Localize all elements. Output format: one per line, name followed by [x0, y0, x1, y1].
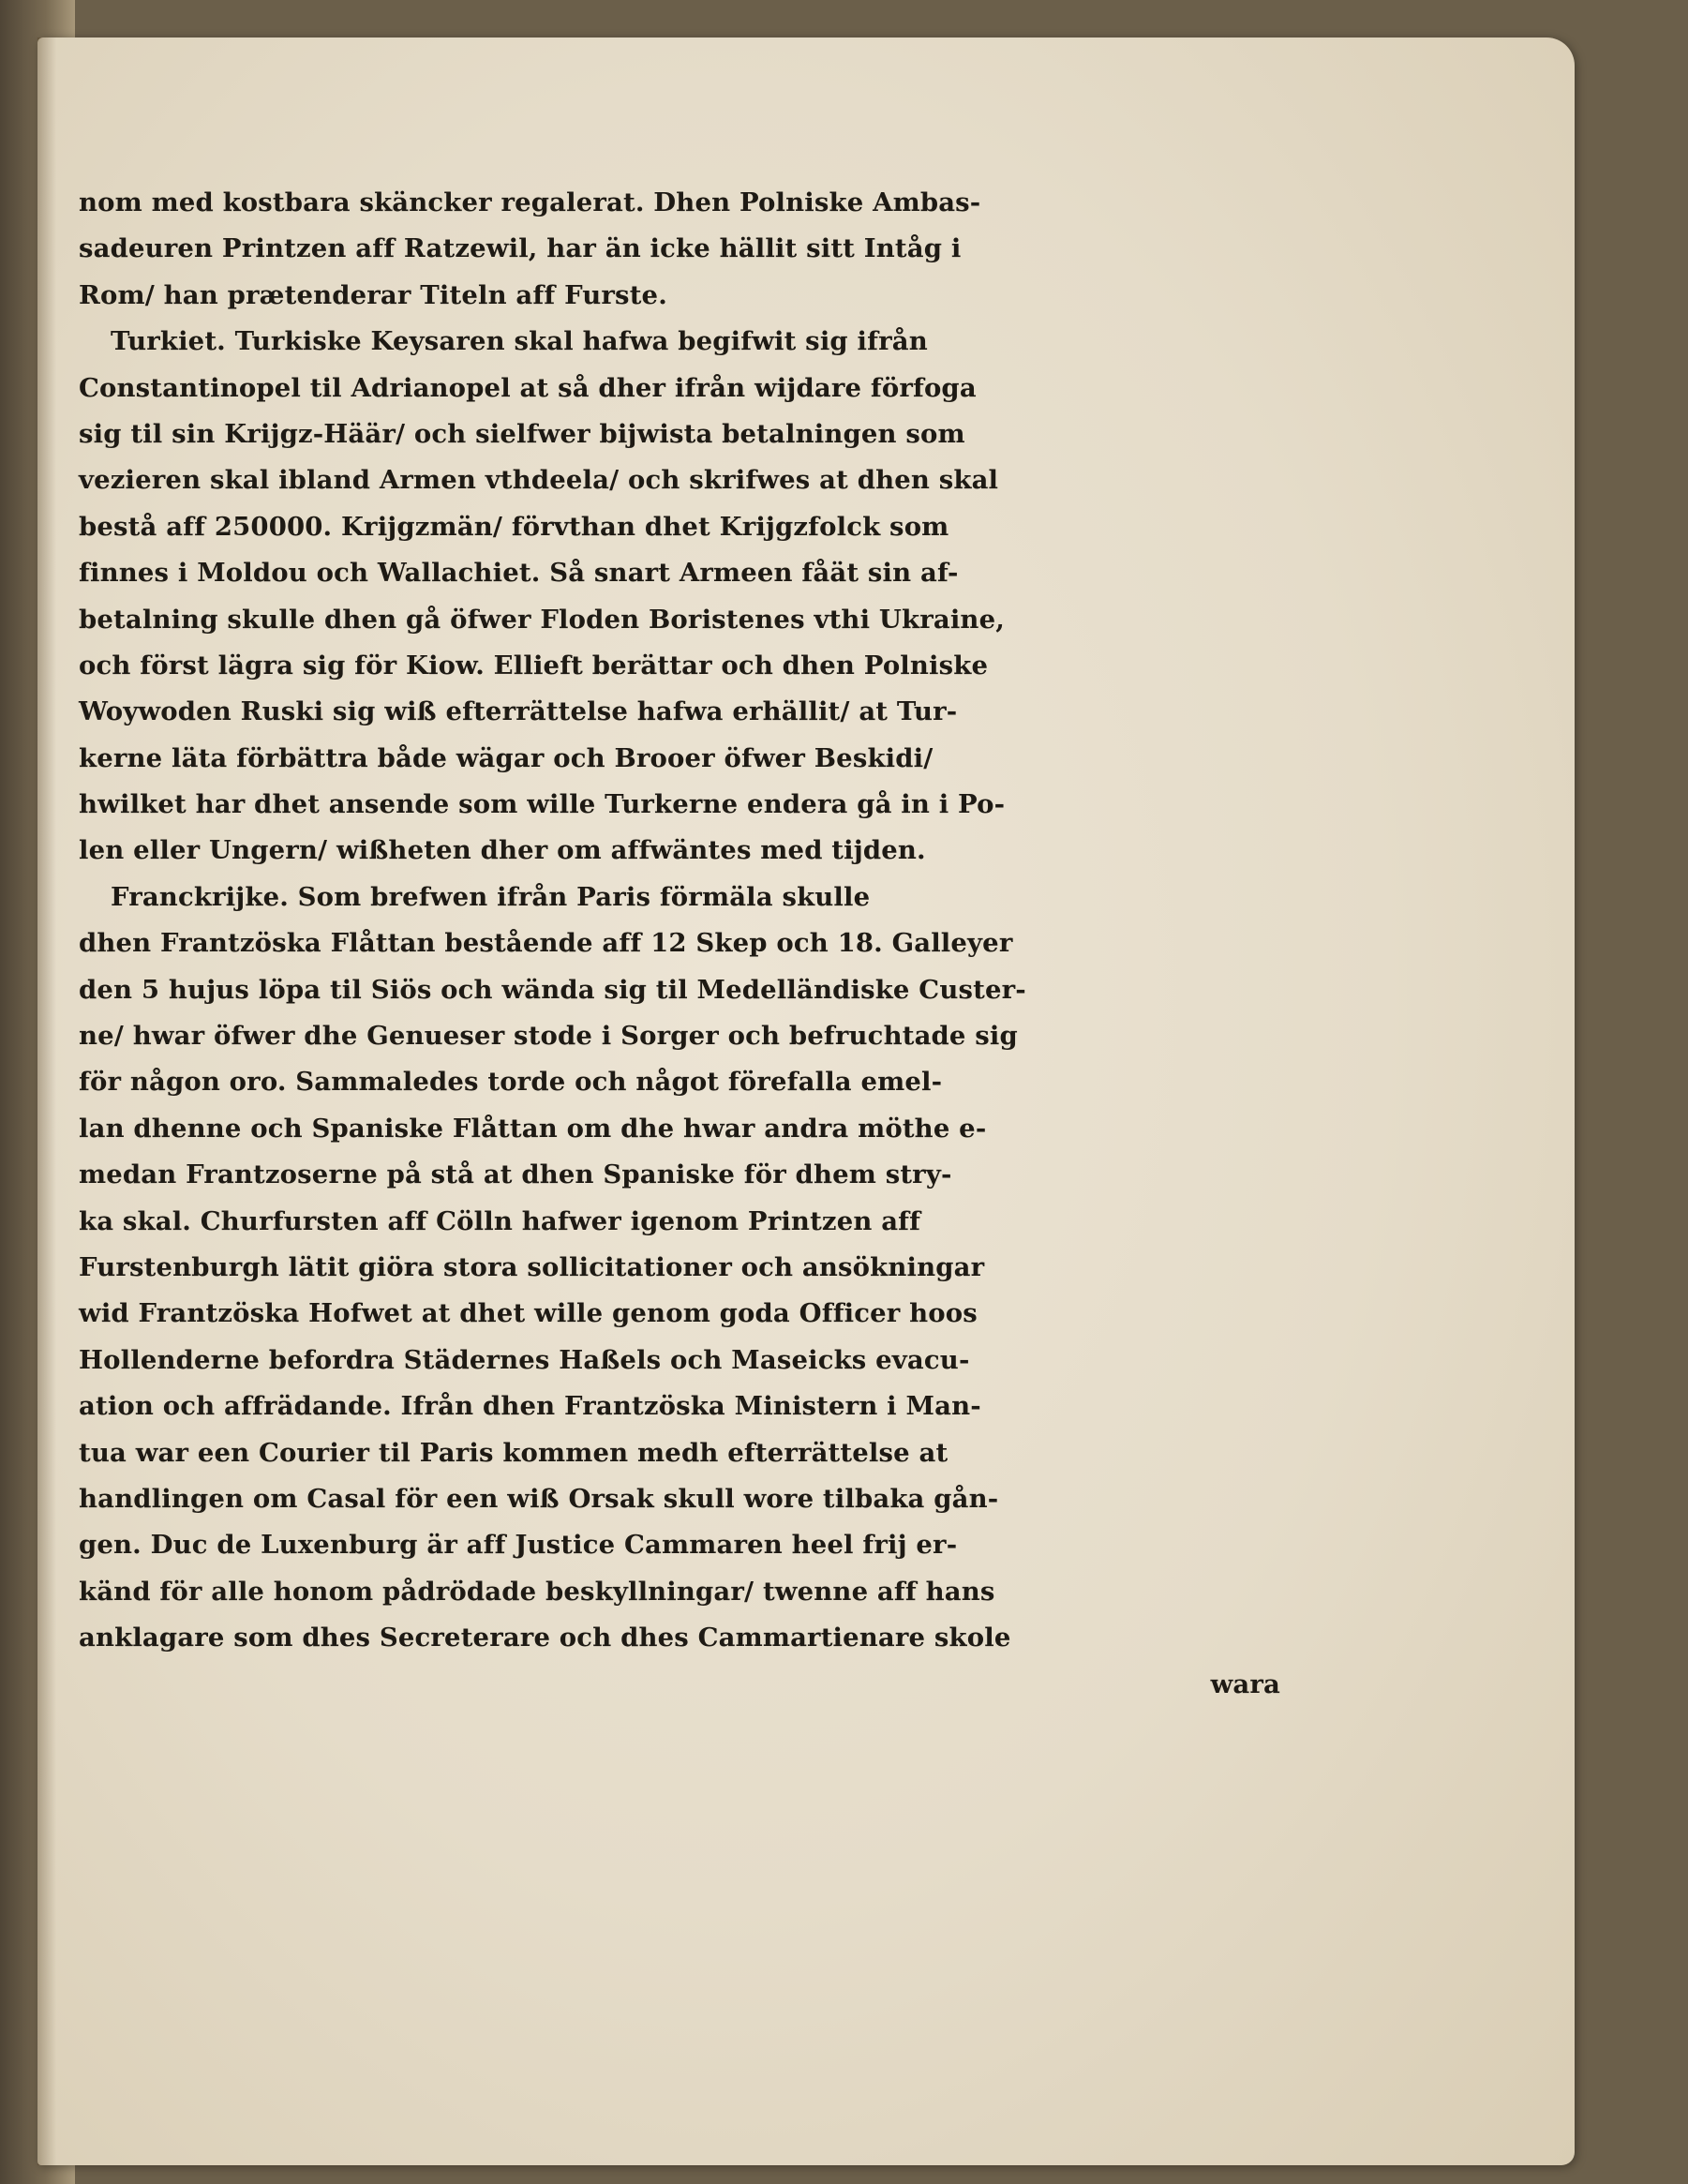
- text-line: vezieren skal ibland Armen vthdeela/ och skrifwes at dhen skal: [79, 465, 999, 496]
- text-line: för någon oro. Sammaledes torde och något förefalla emel-: [79, 1067, 943, 1098]
- text-line: kerne läta förbättra både wägar och Brooer öfwer Beskidi/: [79, 742, 934, 773]
- text-line: nom med kostbara skäncker regalerat. Dhen Polniske Ambas-: [79, 187, 981, 217]
- text-line: finnes i Moldou och Wallachiet. Så snart Armeen fåät sin af-: [79, 558, 959, 589]
- text-line: medan Frantzoserne på stå at dhen Spaniske för dhem stry-: [79, 1159, 952, 1190]
- text-line: Hollenderne befordra Städernes Haßels och Maseicks evacu-: [79, 1344, 970, 1375]
- text-line: hwilket har dhet ansende som wille Turkerne endera gå in i Po-: [79, 789, 1006, 820]
- text-line: och först lägra sig för Kiow. Ellieft berättar och dhen Polniske: [79, 650, 989, 681]
- text-line: Woywoden Ruski sig wiß efterrättelse hafwa erhällit/ at Tur-: [79, 696, 958, 727]
- section-heading-line: Turkiet. Turkiske Keysaren skal hafwa begifwit sig ifrån: [111, 326, 928, 357]
- text-line: bestå aff 250000. Krijgzmän/ förvthan dhet Krijgzfolck som: [79, 511, 949, 542]
- body-text: [79, 180, 1297, 1708]
- text-line: Rom/ han prætenderar Titeln aff Furste.: [79, 279, 667, 310]
- text-line: ka skal. Churfursten aff Cölln hafwer igenom Printzen aff: [79, 1205, 921, 1236]
- text-line: Constantinopel til Adrianopel at så dher ifrån wijdare förfoga: [79, 372, 977, 403]
- text-line: len eller Ungern/ wißheten dher om affwäntes med tijden.: [79, 835, 926, 866]
- text-line: gen. Duc de Luxenburg är aff Justice Cammaren heel frij er-: [79, 1530, 958, 1561]
- text-line: dhen Frantzöska Flåttan bestående aff 12 Skep och 18. Galleyer: [79, 928, 1013, 959]
- text-line: sig til sin Krijgz-Häär/ och sielfwer bijwista betalningen som: [79, 418, 965, 449]
- text-line: ation och affrädande. Ifrån dhen Frantzöska Ministern i Man-: [79, 1391, 981, 1422]
- catchword: wara: [1210, 1668, 1280, 1699]
- text-line: känd för alle honom pådrödade beskyllningar/ twenne aff hans: [79, 1576, 995, 1607]
- text-line: lan dhenne och Spaniske Flåttan om dhe hwar andra möthe e-: [79, 1113, 987, 1144]
- text-line: ne/ hwar öfwer dhe Genueser stode i Sorger och befruchtade sig: [79, 1021, 1018, 1052]
- text-line: sadeuren Printzen aff Ratzewil, har än icke hällit sitt Intåg i: [79, 233, 962, 264]
- text-line: betalning skulle dhen gå öfwer Floden Boristenes vthi Ukraine,: [79, 604, 1005, 635]
- page-gutter-shadow: [37, 37, 56, 2165]
- text-line: Furstenburgh lätit giöra stora sollicitationer och ansökningar: [79, 1251, 985, 1282]
- text-line: wid Frantzöska Hofwet at dhet wille genom goda Officer hoos: [79, 1298, 978, 1329]
- section-heading-line: Franckrijke. Som brefwen ifrån Paris förmäla skulle: [111, 881, 871, 912]
- text-line: handlingen om Casal för een wiß Orsak skull wore tilbaka gån-: [79, 1483, 999, 1514]
- text-line: den 5 hujus löpa til Siös och wända sig til Medelländiske Custer-: [79, 974, 1026, 1005]
- text-line: tua war een Courier til Paris kommen medh efterrättelse at: [79, 1437, 949, 1468]
- text-line: anklagare som dhes Secreterare och dhes Cammartienare skole: [79, 1623, 1011, 1653]
- document-page: [37, 37, 1575, 2165]
